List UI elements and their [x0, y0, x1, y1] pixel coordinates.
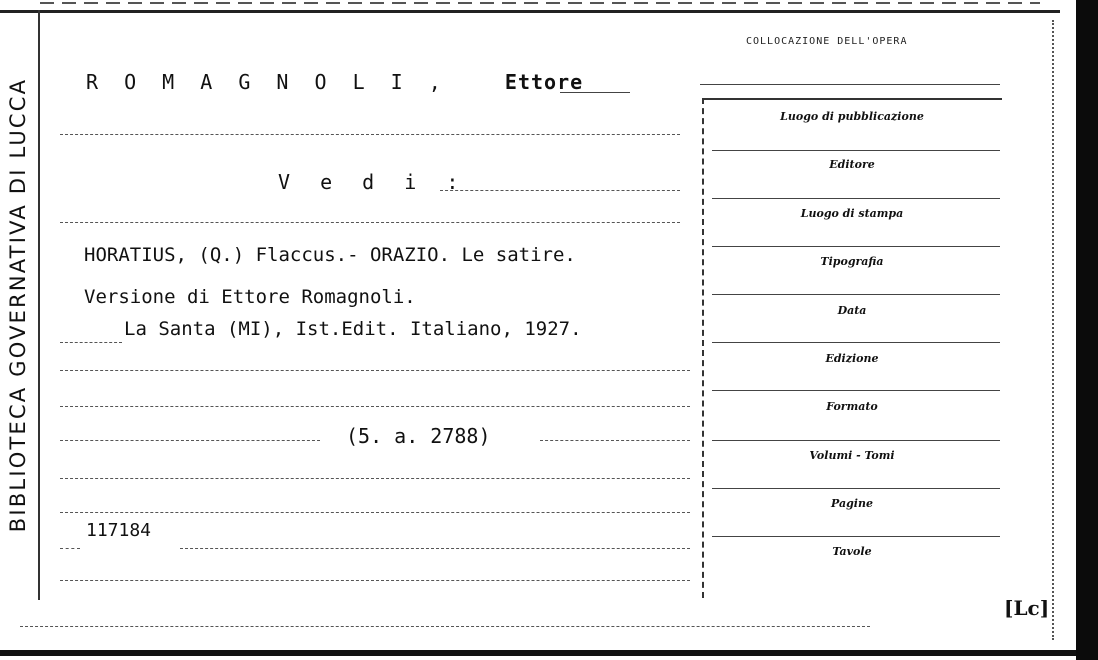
rule: [712, 150, 1000, 151]
reference-line-1: HORATIUS, (Q.) Flaccus.- ORAZIO. Le satire.: [84, 244, 576, 266]
author-surname: R O M A G N O L I ,: [86, 70, 448, 94]
field-place-of-printing: Luogo di stampa: [800, 207, 904, 220]
rule: [60, 370, 690, 371]
library-name: BIBLIOTECA GOVERNATIVA DI LUCCA: [6, 77, 30, 533]
field-format: Formato: [826, 400, 878, 413]
fields-box: [702, 98, 1004, 598]
reference-line-2: Versione di Ettore Romagnoli.: [84, 286, 416, 308]
field-plates: Tavole: [832, 545, 872, 558]
rule: [540, 440, 690, 441]
rule: [60, 440, 320, 441]
rule: [180, 548, 690, 549]
scan-right-edge: [1076, 0, 1098, 660]
field-edition: Edizione: [825, 352, 879, 365]
rule: [560, 92, 630, 93]
rule: [60, 548, 80, 549]
shelfmark: (5. a. 2788): [346, 424, 491, 448]
rule: [60, 478, 690, 479]
field-printer: Tipografia: [820, 255, 884, 268]
card-right-dotted-edge: [1052, 20, 1054, 640]
spine-divider: [38, 10, 40, 600]
rule: [60, 512, 690, 513]
rule: [712, 246, 1000, 247]
library-spine: [0, 10, 36, 600]
rule: [712, 536, 1000, 537]
card-bottom-border: [0, 650, 1080, 656]
rule: [712, 440, 1000, 441]
rule: [712, 342, 1000, 343]
rule: [60, 342, 122, 343]
inventory-number: 117184: [86, 520, 152, 541]
rule: [60, 222, 680, 223]
rule: [712, 198, 1000, 199]
rule: [440, 190, 680, 191]
rule: [60, 134, 680, 135]
rule: [700, 84, 1000, 85]
field-pages: Pagine: [831, 497, 873, 510]
corner-mark: [Lc]: [1004, 596, 1050, 620]
catalog-section-title: COLLOCAZIONE DELL'OPERA: [746, 36, 908, 47]
rule: [712, 390, 1000, 391]
author-first-name: Ettore: [504, 70, 584, 94]
rule: [60, 580, 690, 581]
see-also-label: V e d i :: [278, 170, 468, 194]
rule: [712, 294, 1000, 295]
author-heading: [86, 70, 583, 94]
card-top-border: [0, 10, 1060, 13]
reference-line-3: La Santa (MI), Ist.Edit. Italiano, 1927.: [124, 318, 582, 340]
field-volumes: Volumi - Tomi: [809, 449, 895, 462]
field-date: Data: [837, 304, 867, 317]
field-place-of-publication: Luogo di pubblicazione: [780, 110, 924, 123]
card-top-edge: [40, 2, 1040, 4]
field-publisher: Editore: [829, 158, 875, 171]
rule: [20, 626, 870, 627]
rule: [712, 488, 1000, 489]
rule: [60, 406, 690, 407]
